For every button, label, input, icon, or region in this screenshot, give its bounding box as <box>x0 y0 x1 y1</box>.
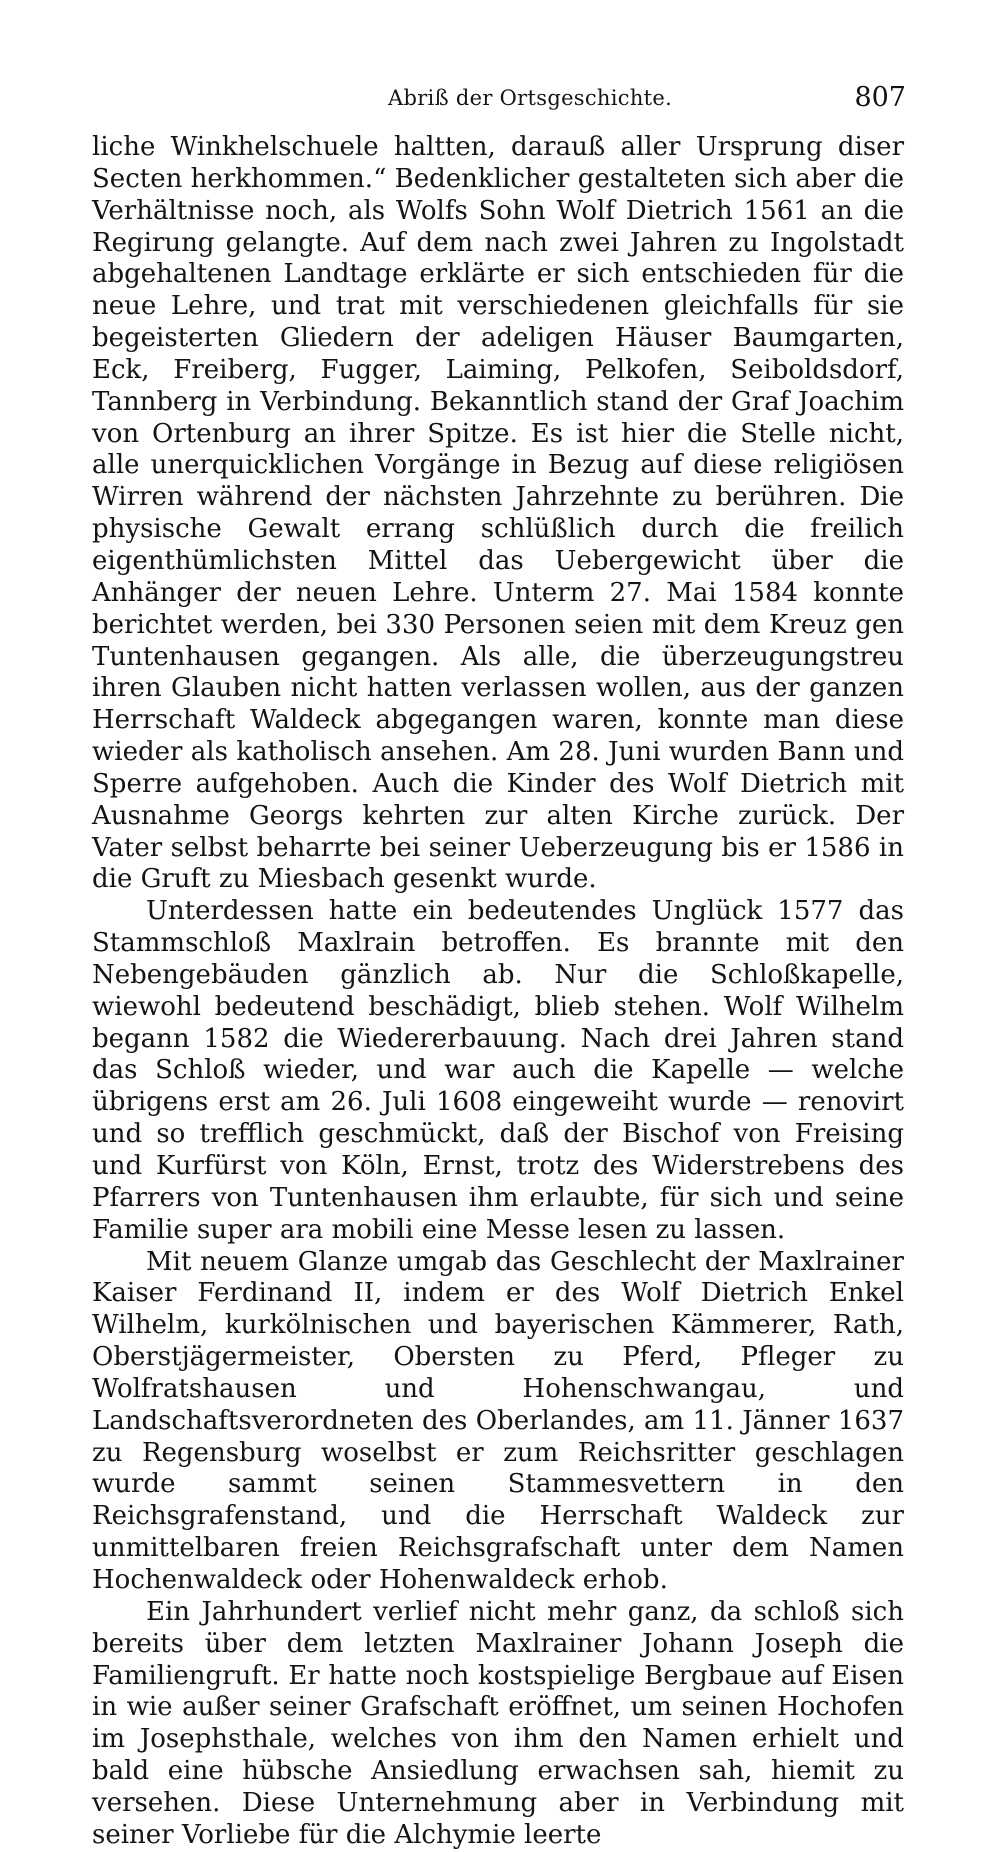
paragraph-imperial-counts: Mit neuem Glanze umgab das Geschlecht der Maxlrainer Kaiser Ferdinand II, indem er des Wolf Dietrich Enkel Wilhelm, kurkölnischen und bayerischen Kämmerer, Rath, Oberstjägermeister, Obersten zu Pferd, Pfleger zu Wolfratshausen und Hohenschwangau, und Landschaftsverordneten des Oberlandes, am 11. Jänner 1637 zu Regensburg woselbst er zum Reichsritter geschlagen wurde sammt seinen Stammesvettern in den Reichsgrafenstand, und die Herrschaft Waldeck zur unmittelbaren freien Reichsgrafschaft unter dem Namen Hochenwaldeck oder Hohenwaldeck erhob. <box>92 1246 904 1595</box>
body-text <box>92 132 904 1852</box>
paragraph-last-maxlrainer: Ein Jahrhundert verlief nicht mehr ganz, da schloß sich bereits über dem letzten Maxlrainer Johann Joseph die Familiengruft. Er hatte noch kostspielige Bergbaue auf Eisen in wie außer seiner Grafschaft eröffnet, um seinen Hochofen im Josephsthale, welches von ihm den Namen erhielt und bald eine hübsche Ansiedlung erwachsen sah, hiemit zu versehen. Diese Unternehmung aber in Verbindung mit seiner Vorliebe für die Alchymie leerte <box>92 1596 904 1850</box>
paragraph-continuation: liche Winkhelschuele haltten, darauß aller Ursprung diser Secten herkhommen.“ Bedenklicher gestalteten sich aber die Verhältnisse noch, als Wolfs Sohn Wolf Dietrich 1561 an die Regirung gelangte. Auf dem nach zwei Jahren zu Ingolstadt abgehaltenen Landtage erklärte er sich entschieden für die neue Lehre, und trat mit verschiedenen gleichfalls für sie begeisterten Gliedern der adeligen Häuser Baumgarten, Eck, Freiberg, Fugger, Laiming, Pelkofen, Seiboldsdorf, Tannberg in Verbindung. Bekanntlich stand der Graf Joachim von Ortenburg an ihrer Spitze. Es ist hier die Stelle nicht, alle unerquicklichen Vorgänge in Bezug auf diese religiösen Wirren während der nächsten Jahrzehnte zu berühren. Die physische Gewalt errang schlüßlich durch die freilich eigenthümlichsten Mittel das Uebergewicht über die Anhänger der neuen Lehre. Unterm 27. Mai 1584 konnte berichtet werden, bei 330 Personen seien mit dem Kreuz gen Tuntenhausen gegangen. Als alle, die überzeugungstreu ihren Glauben nicht hatten verlassen wollen, aus der ganzen Herrschaft Waldeck abgegangen waren, konnte man diese wieder als katholisch ansehen. Am 28. Juni wurden Bann und Sperre aufgehoben. Auch die Kinder des Wolf Dietrich mit Ausnahme Georgs kehrten zur alten Kirche zurück. Der Vater selbst beharrte bei seiner Ueberzeugung bis er 1586 in die Gruft zu Miesbach gesenkt wurde. <box>92 132 904 895</box>
running-title: Abriß der Ortsgeschichte. <box>388 86 673 110</box>
paragraph-fire-1577: Unterdessen hatte ein bedeutendes Unglück 1577 das Stammschloß Maxlrain betroffen. Es brannte mit den Nebengebäuden gänzlich ab. Nur die Schloßkapelle, wiewohl bedeutend beschädigt, blieb stehen. Wolf Wilhelm begann 1582 die Wiedererbauung. Nach drei Jahren stand das Schloß wieder, und war auch die Kapelle — welche übrigens erst am 26. Juli 1608 eingeweiht wurde — renovirt und so trefflich geschmückt, daß der Bischof von Freising und Kurfürst von Köln, Ernst, trotz des Widerstrebens des Pfarrers von Tuntenhausen ihm erlaubte, für sich und seine Familie super ara mobili eine Messe lesen zu lassen. <box>92 896 904 1245</box>
page-number: 807 <box>854 82 906 113</box>
running-header <box>0 82 1000 122</box>
